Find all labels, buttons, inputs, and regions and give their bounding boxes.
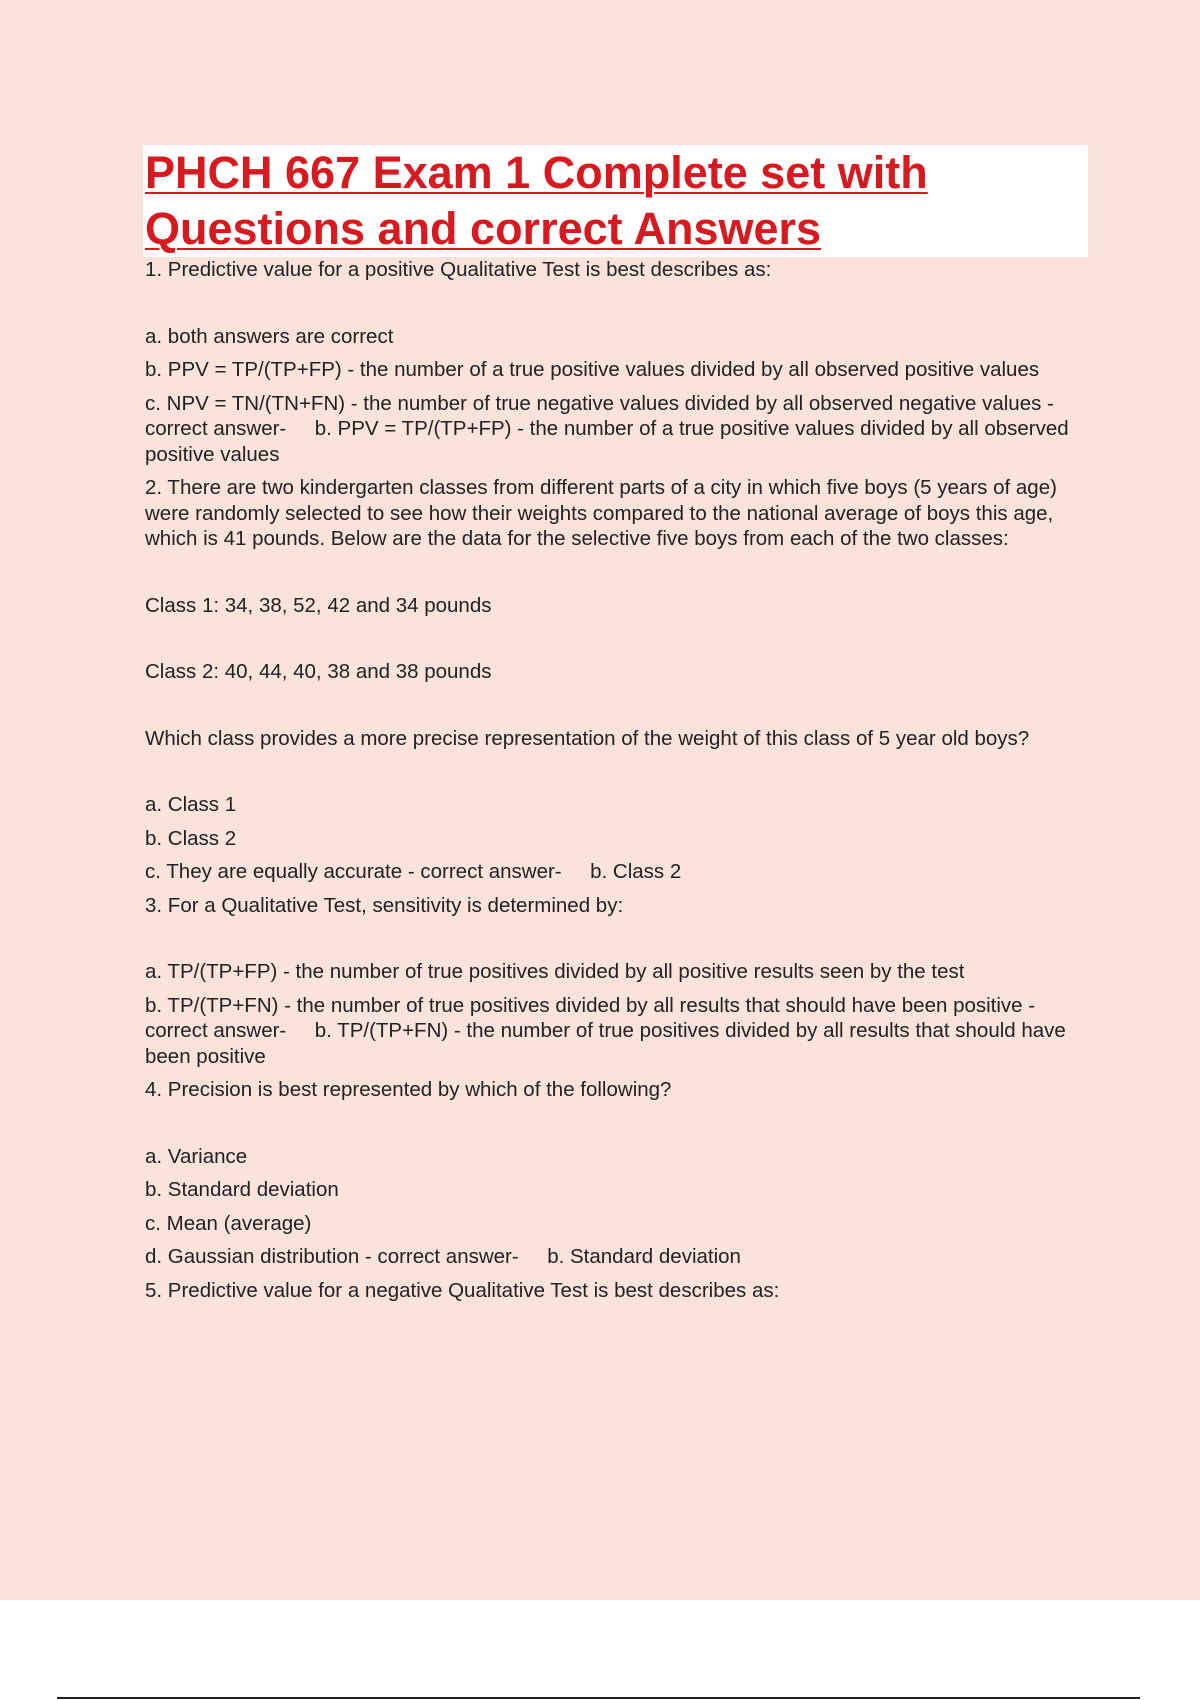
question-3: 3. For a Qualitative Test, sensitivity is determined by: <box>145 893 624 917</box>
q2-option-c <box>145 859 1090 885</box>
spacer <box>145 693 1090 726</box>
q4-option-d <box>145 1244 1090 1270</box>
question-1: 1. Predictive value for a positive Qualitative Test is best describes as: <box>145 258 772 281</box>
spacer <box>145 1111 1090 1144</box>
q2-option-a: a. Class 1 <box>145 793 237 816</box>
q4-option-a: a. Variance <box>145 1144 248 1168</box>
q3-answer: b. TP/(TP+FN) - the number of true positives divided by all results that should have been positive <box>145 1019 1066 1068</box>
spacer <box>145 926 1090 959</box>
q4-option-b: b. Standard deviation <box>145 1178 339 1201</box>
footer-rule <box>57 1697 1140 1699</box>
q4-option-c: c. Mean (average) <box>145 1211 312 1235</box>
question-5: 5. Predictive value for a negative Qualitative Test is best describes as: <box>145 1278 780 1302</box>
spacer <box>145 759 1090 792</box>
question-4: 4. Precision is best represented by which of the following? <box>145 1078 672 1101</box>
document-body <box>145 257 1090 1311</box>
q3-option-b <box>145 993 1090 1070</box>
q1-option-a: a. both answers are correct <box>145 324 394 348</box>
q2-class-2: Class 2: 40, 44, 40, 38 and 38 pounds <box>145 660 492 683</box>
q2-option-b: b. Class 2 <box>145 826 237 850</box>
q1-option-b: b. PPV = TP/(TP+FP) - the number of a true positive values divided by all observed positive values <box>145 358 1040 381</box>
spacer <box>145 291 1090 324</box>
q3-option-b-text: b. TP/(TP+FN) - the number of true positives divided by all results that should have been positive - correct answer- <box>145 993 1036 1042</box>
document-title: PHCH 667 Exam 1 Complete set with Questions and correct Answers <box>145 147 928 254</box>
q2-answer: b. Class 2 <box>590 860 682 883</box>
spacer <box>145 626 1090 659</box>
q1-option-c <box>145 391 1090 468</box>
q4-answer: b. Standard deviation <box>547 1245 741 1268</box>
q2-option-c-text: c. They are equally accurate - correct answer- <box>145 860 562 883</box>
q1-answer: b. PPV = TP/(TP+FP) - the number of a true positive values divided by all observed positive values <box>145 417 1069 466</box>
q2-prompt: Which class provides a more precise representation of the weight of this class of 5 year old boys? <box>145 726 1030 750</box>
q3-option-a: a. TP/(TP+FP) - the number of true positives divided by all positive results seen by the test <box>145 960 965 983</box>
q1-option-c-text: c. NPV = TN/(TN+FN) - the number of true negative values divided by all observed negative values - correct answer- <box>145 391 1054 440</box>
q2-class-1: Class 1: 34, 38, 52, 42 and 34 pounds <box>145 593 492 617</box>
q4-option-d-text: d. Gaussian distribution - correct answer- <box>145 1245 519 1268</box>
spacer <box>145 560 1090 593</box>
question-2: 2. There are two kindergarten classes from different parts of a city in which five boys (5 years of age) were randomly selected to see how their weights compared to the national average of boys this age, which is 41 pounds. Below are the data for the selective five boys from each of the two classes: <box>145 476 1057 550</box>
